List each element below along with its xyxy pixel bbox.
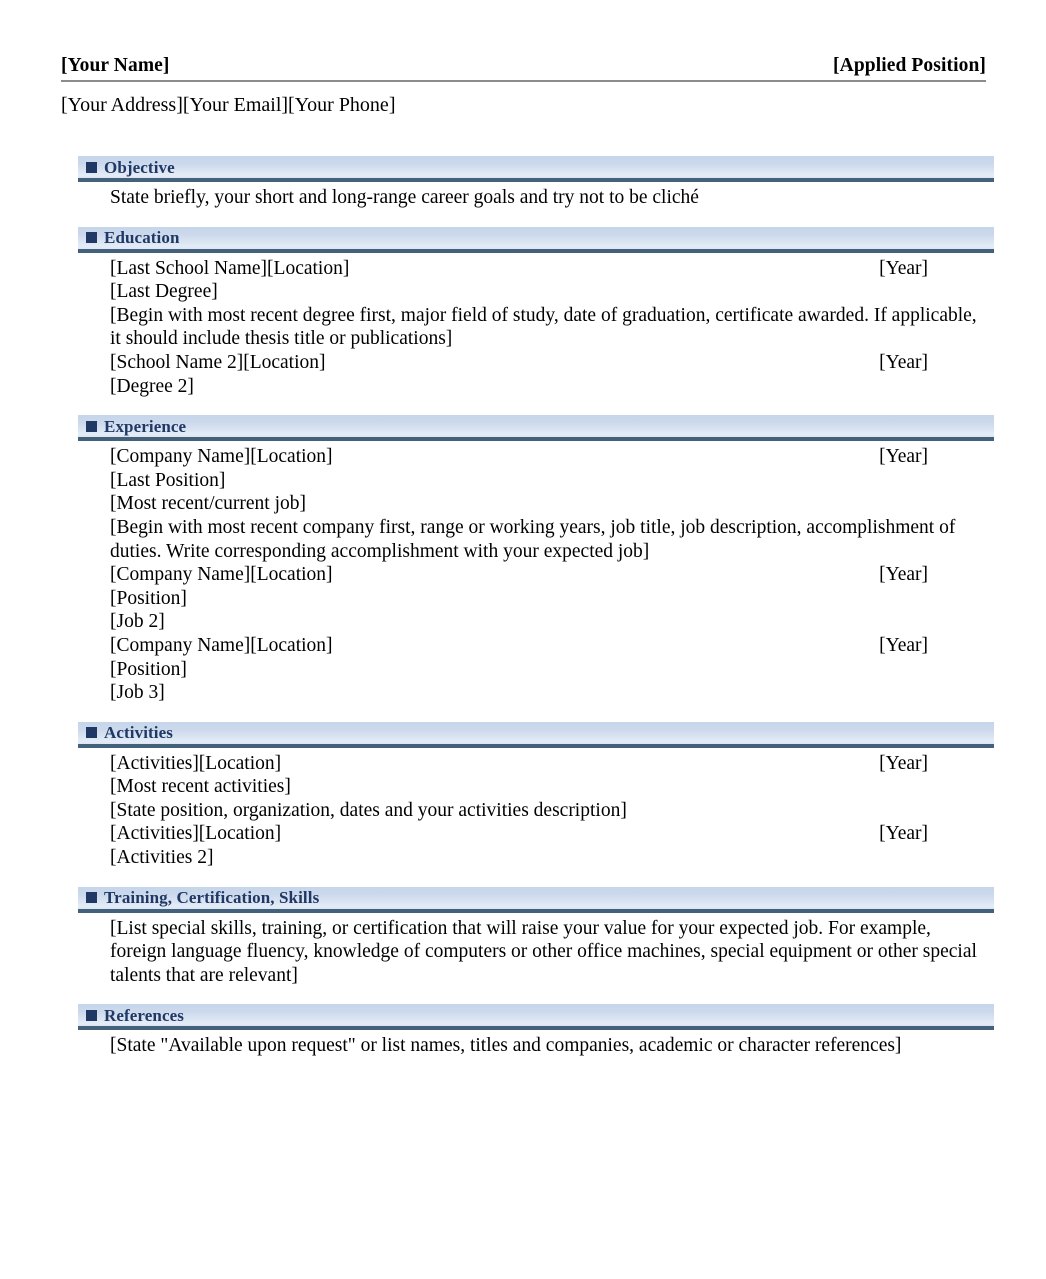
entry-text: [Company Name][Location]	[110, 564, 333, 586]
entry-line	[110, 492, 986, 516]
square-bullet-icon	[86, 727, 97, 738]
section-title-activities: Activities	[104, 723, 173, 743]
entry-text: [Job 2]	[110, 611, 165, 633]
entry-text: [Company Name][Location]	[110, 446, 333, 468]
document-header	[61, 55, 986, 82]
square-bullet-icon	[86, 232, 97, 243]
entry-text: [Begin with most recent company first, range or working years, job title, job description, accomplishment of duties. Write corresponding accomplishment with your expected job]	[110, 516, 956, 562]
section-body-training-certification-skills	[0, 913, 1046, 988]
entry-line	[110, 469, 986, 493]
entry-block	[110, 186, 986, 210]
entry-line	[110, 634, 986, 658]
entry-text: [List special skills, training, or certification that will raise your value for your expected job. For example, foreign language fluency, knowledge of computers or other office machines, special equipment or other special talents that are relevant]	[110, 917, 977, 986]
entry-text: [Most recent activities]	[110, 776, 291, 798]
sections-container	[0, 156, 1046, 1075]
entry-block	[110, 257, 986, 399]
section-body-activities	[0, 748, 1046, 870]
entry-line	[110, 846, 986, 870]
entry-year: [Year]	[879, 634, 928, 656]
entry-line	[110, 351, 986, 375]
square-bullet-icon	[86, 892, 97, 903]
entry-text: [Activities][Location]	[110, 752, 282, 774]
entry-line	[110, 257, 986, 281]
entry-block	[110, 445, 986, 705]
entry-text: [Last Position]	[110, 469, 226, 491]
entry-line	[110, 304, 986, 351]
section-body-references	[0, 1030, 1046, 1058]
section-title-experience: Experience	[104, 416, 187, 436]
section-title-references: References	[104, 1005, 184, 1025]
section-header-activities	[78, 722, 994, 748]
section-experience	[0, 415, 1046, 705]
entry-line	[110, 610, 986, 634]
section-header-references	[78, 1004, 994, 1030]
entry-text: [Position]	[110, 658, 187, 680]
entry-text: [Most recent/current job]	[110, 493, 307, 515]
section-header-training-certification-skills	[78, 887, 994, 913]
section-title-objective: Objective	[104, 157, 175, 177]
entry-text: [Activities][Location]	[110, 823, 282, 845]
entry-line	[110, 516, 986, 563]
entry-year: [Year]	[879, 257, 928, 279]
entry-block	[110, 752, 986, 870]
section-education	[0, 227, 1046, 399]
entry-year: [Year]	[879, 446, 928, 468]
square-bullet-icon	[86, 1010, 97, 1021]
entry-text: [Degree 2]	[110, 375, 194, 397]
entry-line	[110, 445, 986, 469]
page-title: [Your Name]	[61, 55, 170, 76]
entry-line	[110, 752, 986, 776]
entry-line	[110, 186, 986, 210]
section-references	[0, 1004, 1046, 1058]
entry-year: [Year]	[879, 564, 928, 586]
section-header-objective	[78, 156, 994, 182]
section-training-certification-skills	[0, 887, 1046, 988]
entry-block	[110, 917, 986, 988]
entry-line	[110, 1034, 986, 1058]
entry-line	[110, 280, 986, 304]
entry-block	[110, 1034, 986, 1058]
contact-line: [Your Address][Your Email][Your Phone]	[61, 94, 396, 116]
square-bullet-icon	[86, 421, 97, 432]
entry-text: [Position]	[110, 587, 187, 609]
entry-line	[110, 587, 986, 611]
entry-text: [Activities 2]	[110, 847, 214, 869]
entry-line	[110, 375, 986, 399]
section-title-education: Education	[104, 228, 180, 248]
entry-year: [Year]	[879, 823, 928, 845]
entry-line	[110, 799, 986, 823]
entry-line	[110, 681, 986, 705]
section-header-education	[78, 227, 994, 253]
section-body-education	[0, 253, 1046, 399]
entry-text: [Last School Name][Location]	[110, 257, 350, 279]
entry-line	[110, 822, 986, 846]
entry-text: [State position, organization, dates and your activities description]	[110, 799, 627, 821]
entry-text: State briefly, your short and long-range career goals and try not to be cliché	[110, 187, 699, 208]
square-bullet-icon	[86, 162, 97, 173]
entry-text: [Last Degree]	[110, 281, 218, 303]
section-title-training-certification-skills: Training, Certification, Skills	[104, 888, 320, 908]
entry-line	[110, 775, 986, 799]
entry-text: [Company Name][Location]	[110, 634, 333, 656]
section-body-objective	[0, 182, 1046, 210]
entry-line	[110, 917, 986, 988]
section-activities	[0, 722, 1046, 870]
entry-text: [Job 3]	[110, 682, 165, 704]
entry-year: [Year]	[879, 351, 928, 373]
entry-line	[110, 563, 986, 587]
entry-text: [School Name 2][Location]	[110, 351, 326, 373]
entry-text: [State "Available upon request" or list names, titles and companies, academic or character references]	[110, 1035, 902, 1057]
entry-line	[110, 658, 986, 682]
section-body-experience	[0, 441, 1046, 705]
section-objective	[0, 156, 1046, 210]
entry-text: [Begin with most recent degree first, major field of study, date of graduation, certificate awarded. If applicable, it should include thesis title or publications]	[110, 304, 977, 350]
section-header-experience	[78, 415, 994, 441]
entry-year: [Year]	[879, 752, 928, 774]
applied-position: [Applied Position]	[833, 55, 986, 76]
